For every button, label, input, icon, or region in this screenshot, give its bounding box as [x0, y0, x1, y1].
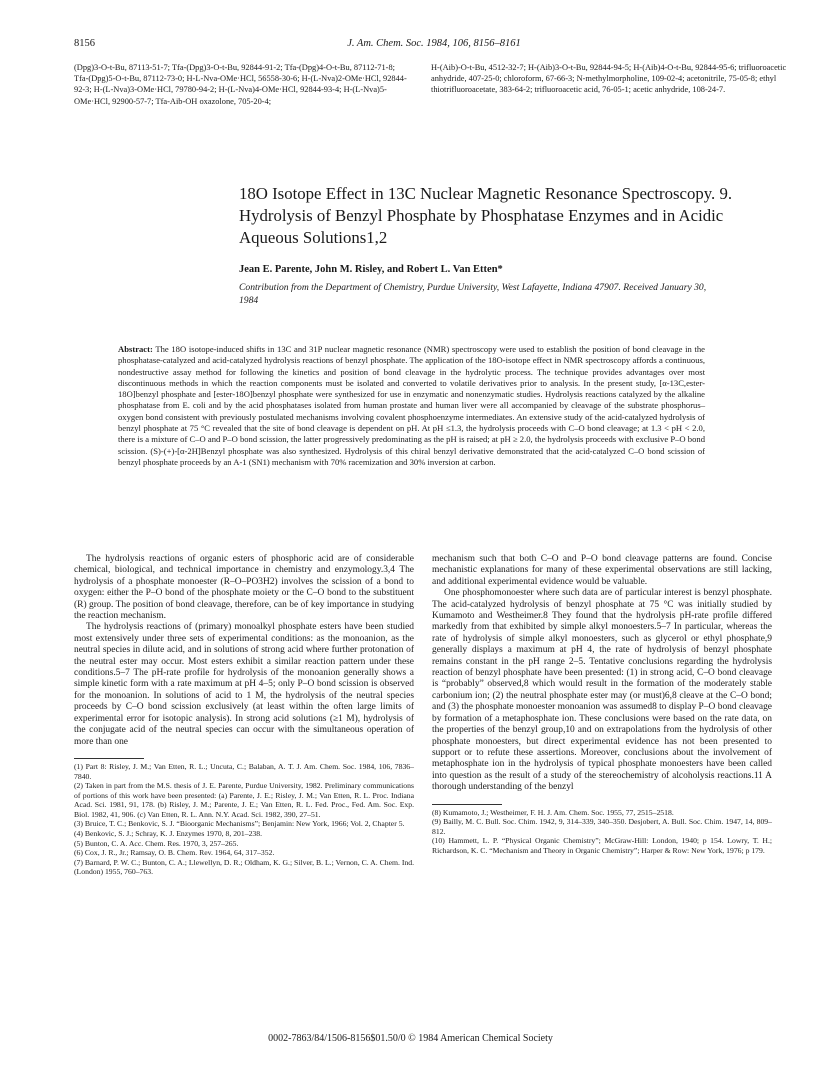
footnotes-left — [74, 762, 414, 877]
footnote: (10) Hammett, L. P. “Physical Organic Chemistry”; McGraw-Hill: London, 1940; p 154. Lowry, T. H.; Richardson, K. C. “Mechanism and Theory in Organic Chemistry”; Harper & Row: New York, 1976; p 179. — [432, 836, 772, 855]
footnote: (1) Part 8: Risley, J. M.; Van Etten, R. L.; Uncuta, C.; Balaban, A. T. J. Am. Chem. Soc. 1984, 106, 7836–7840. — [74, 761, 414, 781]
body-paragraph: mechanism such that both C–O and P–O bond cleavage patterns are found. Concise mechanistic explanations for many of these experimental observations are still lacking, and additional experimental evidence would be valuable. — [432, 554, 772, 587]
footnote-rule — [432, 804, 502, 805]
body-paragraph: The hydrolysis reactions of (primary) monoalkyl phosphate esters have been studied most extensively under three sets of experimental conditions: as the monoanion, as the neutral species in dilute acid, and in solutions of strong acid where further protonation of the neutral ester may occur. Most esters exhibit a similar reaction pattern under these conditions.5–7 The pH-rate profile for hydrolysis of the monoanion generally shows a simple kinetic form with a rate maximum at pH 4–5; only P–O bond scission is observed for the monoanion. In solutions of acid to 1 M, the hydrolysis of the neutral species proceeds by C–O bond scission exclusively (at least within the often large limits of experimental error for isotopic analysis). In strong acid solutions (≥1 M), hydrolysis of the conjugate acid of the neutral species can occur with the simultaneous operation of more than one — [74, 622, 414, 747]
footnote: (2) Taken in part from the M.S. thesis of J. E. Parente, Purdue University, 1982. Preliminary communications of portions of this work have been presented: (a) Parente, J. E.; Risley, J. M.; Van Etten, R. L. Proc. Indiana Acad. Sci. 1981, 91, 178. (b) Risley, J. M.; Parente, J. E.; Van Etten, R. L. Fed. Proc., Fed. Am. Soc. Exp. Biol. 1982, 41, 906. (c) Van Etten, R. L. Ann. N.Y. Acad. Sci. 1982, 390, 27–51. — [74, 781, 414, 819]
abstract-text: The 18O isotope-induced shifts in 13C and 31P nuclear magnetic resonance (NMR) spectroscopy were used to establish the position of bond cleavage in the phosphatase-catalyzed and acid-catalyzed hydrolysis reactions of benzyl phosphate. The application of the 18O-isotope effect in NMR spectroscopy affords a continuous, nondestructive assay method for following the kinetics and position of bond cleavage in the hydrolytic process. The technique provides advantages over most discontinuous methods in which the reaction components must be isolated and converted to volatile derivatives prior to analysis. In the present study, [α-13C,ester-18O]benzyl phosphate and [ester-18O]benzyl phosphate were synthesized for use in enzymatic and nonenzymatic studies. Hydrolysis reactions catalyzed by the alkaline phosphatase from E. coli and by the acid phosphatases isolated from human prostate and human liver were all accompanied by cleavage of the substrate phosphorus–oxygen bond consistent with previously postulated mechanisms involving covalent phosphoenzyme intermediates. An extensive study of the acid-catalyzed hydrolysis of benzyl phosphate at 75 °C revealed that the site of bond cleavage is dependent on pH. At pH ≤1.3, the hydrolysis proceeds with C–O bond cleavage; at 1.3 < pH < 2.0, there is a mixture of C–O and P–O bond scission, the latter progressively predominating as the pH is raised; at pH ≥ 2.0, the hydrolysis proceeds with exclusive P–O bond scission. (S)-(+)-[α-2H]Benzyl phosphate was also synthesized. Hydrolysis of this chiral benzyl derivative demonstrated that the acid-catalyzed C–O bond scission of benzyl phosphate proceeds by an A-1 (SN1) mechanism with 70% racemization and 30% inversion at carbon. — [118, 344, 705, 467]
footnote: (6) Cox, J. R., Jr.; Ramsay, O. B. Chem. Rev. 1964, 64, 317–352. — [74, 848, 275, 858]
article-authors: Jean E. Parente, John M. Risley, and Robert L. Van Etten* — [239, 264, 503, 275]
article-affiliation: Contribution from the Department of Chemistry, Purdue University, West Lafayette, Indiana 47907. Received January 30, 1984 — [239, 282, 707, 306]
body-paragraph: The hydrolysis reactions of organic esters of phosphoric acid are of considerable chemical, biological, and technical importance in chemistry and enzymology.3,4 The hydrolysis of a phosphate monoester (R–O–PO3H2) involves the scission of a bond to oxygen: either the P–O bond of the phosphate moiety or the C–O bond to the substituent (R) group. The position of bond cleavage, therefore, can be of key importance in studying the reaction mechanism. — [74, 554, 414, 622]
abstract-label: Abstract: — [118, 344, 153, 354]
footnote: (5) Bunton, C. A. Acc. Chem. Res. 1970, 3, 257–265. — [74, 838, 239, 848]
abstract — [118, 344, 705, 468]
registry-right-column: H-(Aib)-O-t-Bu, 4512-32-7; H-(Aib)3-O-t-Bu, 92844-94-5; H-(Aib)4-O-t-Bu, 92844-95-6; trifluoroacetic anhydride, 407-25-0; chloroform, 67-66-3; N-methylmorpholine, 109-02-4; acetonitrile, 75-05-8; ethyl thiotrifluoroacetate, 383-64-2; trifluoroacetic acid, 76-05-1; acetic anhydride, 108-24-7. — [431, 63, 787, 95]
body-left-column — [74, 554, 414, 877]
footnote-rule — [74, 758, 144, 759]
body-paragraph: One phosphomonoester where such data are of particular interest is benzyl phosphate. The acid-catalyzed hydrolysis of benzyl phosphate at 75 °C was initially studied by Kumamoto and Westheimer.8 They found that the hydrolysis pH-rate profile differed markedly from that exhibited by simple alkyl monoesters.5–7 In particular, whereas the rate of hydrolysis of simple alkyl monoesters, such as glycerol or ethyl phosphate,9 generally displays a maximum at pH 4, the rate of hydrolysis of benzyl phosphate remains constant in the pH range 2–5. Tentative conclusions regarding the hydrolysis reaction of benzyl phosphate have been presented: (1) in strong acid, C–O bond cleavage is “probably” observed,8 which would result in the formation of the moderately stable carbonium ion; (2) the neutral phosphate ester may (or must)6,8 cleave at the C–O bond; and (3) the phosphate monoester monoanion was assumed8 to display P–O bond cleavage by formation of a metaphosphate ion. These conclusions were based on the rate data, on the properties of the benzyl group,10 and on extrapolations from the hydrolysis of other phosphate monoesters, but direct experimental evidence has not been presented to support or to refute these assertions. Moreover, conclusions about the involvement of metaphosphate ion in the hydrolysis of typical phosphate monoesters have been called into question as the result of a study of the stereochemistry of alcoholysis reactions.11 A thorough understanding of the benzyl — [432, 588, 772, 793]
journal-citation: J. Am. Chem. Soc. 1984, 106, 8156–8161 — [347, 38, 521, 49]
footnote: (7) Barnard, P. W. C.; Bunton, C. A.; Llewellyn, D. R.; Oldham, K. G.; Silver, B. L.; Vernon, C. A. Chem. Ind. (London) 1955, 760–763. — [74, 857, 414, 877]
footnote: (4) Benkovic, S. J.; Schray, K. J. Enzymes 1970, 8, 201–238. — [74, 829, 263, 839]
running-header — [74, 38, 794, 54]
footnote: (8) Kumamoto, J.; Westheimer, F. H. J. Am. Chem. Soc. 1955, 77, 2515–2518. — [432, 807, 674, 817]
footnote: (9) Bailly, M. C. Bull. Soc. Chim. 1942, 9, 314–339, 340–350. Desjobert, A. Bull. Soc. Chim. 1947, 14, 809–812. — [432, 817, 772, 836]
footnotes-right — [432, 808, 772, 856]
body-right-column — [432, 554, 772, 856]
registry-left-column: (Dpg)3-O-t-Bu, 87113-51-7; Tfa-(Dpg)3-O-t-Bu, 92844-91-2; Tfa-(Dpg)4-O-t-Bu, 87112-71-8; Tfa-(Dpg)5-O-t-Bu, 87112-73-0; H-L-Nva-OMe·HCl, 56558-30-6; H-(L-Nva)2-OMe·HCl, 92844-92-3; H-(L-Nva)3-OMe·HCl, 79780-94-2; H-(L-Nva)4-OMe·HCl, 92844-93-4; H-(L-Nva)5-OMe·HCl, 92900-57-7; Tfa-Aib-OH oxazolone, 705-20-4; — [74, 63, 407, 106]
page-footer: 0002-7863/84/1506-8156$01.50/0 © 1984 American Chemical Society — [268, 1033, 553, 1044]
page-number: 8156 — [74, 38, 95, 49]
article-title: 18O Isotope Effect in 13C Nuclear Magnetic Resonance Spectroscopy. 9. Hydrolysis of Benzyl Phosphate by Phosphatase Enzymes and in Acidic Aqueous Solutions1,2 — [239, 184, 733, 247]
footnote: (3) Bruice, T. C.; Benkovic, S. J. “Bioorganic Mechanisms”; Benjamin: New York, 1966; Vol. 2, Chapter 5. — [74, 819, 405, 829]
